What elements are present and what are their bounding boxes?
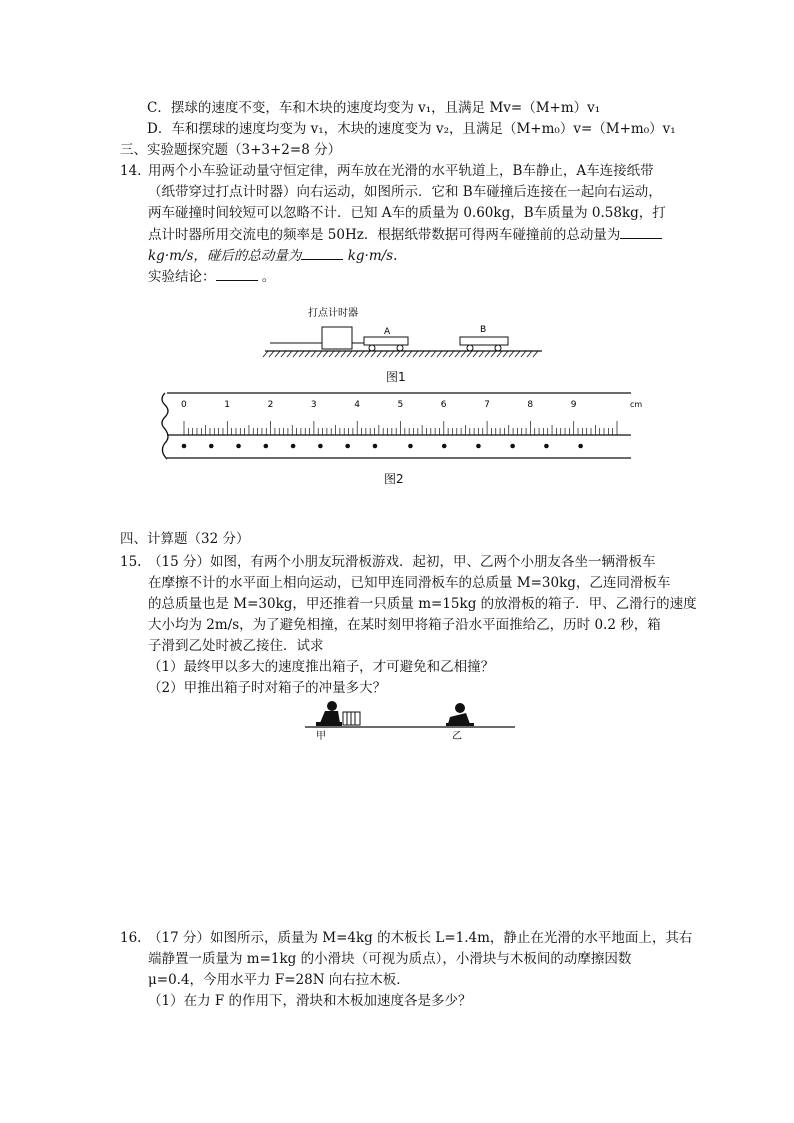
q14-line-6 <box>148 266 275 287</box>
ruler-ticks <box>181 400 642 435</box>
q15-line-3: 的总质量也是 M=30kg，甲还推着一只质量 m=15kg 的放滑板的箱子．甲、乙滑行的速度 <box>148 596 697 612</box>
hatch-line <box>383 351 388 357</box>
hatch-line <box>521 351 526 357</box>
hatch-line <box>335 351 340 357</box>
kid-yi-icon <box>446 703 474 726</box>
tape-dot <box>209 444 214 449</box>
tape-dot <box>182 444 187 449</box>
car-b-label: B <box>480 325 487 335</box>
q15-line-5: 子滑到乙处时被乙接住．试求 <box>148 638 324 654</box>
hatch-line <box>311 351 316 357</box>
hatch-line <box>407 351 412 357</box>
hatch-line <box>509 351 514 357</box>
ruler-tick-label: 1 <box>224 400 231 410</box>
q15-number: 15. <box>120 554 142 570</box>
kid-jia-icon <box>316 701 342 726</box>
hatch-line <box>395 351 400 357</box>
q16-line-2: 端静置一质量为 m=1kg 的小滑块（可视为质点），小滑块与木板间的动摩擦因数 <box>148 951 632 967</box>
car-a-wheel <box>397 345 403 351</box>
q14-line-2: （纸带穿过打点计时器）向右运动，如图所示．它和 B车碰撞后连接在一起向右运动， <box>148 184 662 200</box>
hatch-line <box>419 351 424 357</box>
hatch-line <box>389 351 394 357</box>
ruler-tick-label: 0 <box>181 400 187 410</box>
tape-dot <box>476 444 481 449</box>
hatch-line <box>491 351 496 357</box>
label-jia: 甲 <box>316 731 326 742</box>
q14-number: 14. <box>120 163 142 179</box>
hatch-line <box>473 351 478 357</box>
tape-dot <box>345 444 350 449</box>
ruler-tick-label: 7 <box>484 400 490 410</box>
torn-edge <box>162 393 168 459</box>
hatch-line <box>425 351 430 357</box>
hatch-line <box>305 351 310 357</box>
box-icon <box>343 712 360 725</box>
q14-unit-after: kg·m/s. <box>347 248 398 264</box>
hatch-line <box>317 351 322 357</box>
hatch-line <box>263 351 268 357</box>
timer-box <box>322 327 352 349</box>
car-b-body <box>460 337 508 345</box>
section-3-title: 三、实验题探究题（3+3+2=8 分） <box>120 142 342 158</box>
hatch-line <box>359 351 364 357</box>
q16-number: 16. <box>120 930 142 946</box>
tape-dot <box>408 444 413 449</box>
q14-line-1: 用两个小车验证动量守恒定律，两车放在光滑的水平轨道上，B车静止，A车连接纸带 <box>148 163 654 179</box>
figure-1-caption: 图1 <box>386 370 406 384</box>
hatch-line <box>485 351 490 357</box>
hatch-line <box>323 351 328 357</box>
section-4-title: 四、计算题（32 分） <box>120 531 250 547</box>
tape-dot <box>578 444 583 449</box>
tape-dot <box>318 444 323 449</box>
car-a-label: A <box>384 327 391 337</box>
q16-sub-1: （1）在力 F 的作用下，滑块和木板加速度各是多少？ <box>148 993 472 1009</box>
q16-line-3: μ=0.4，今用水平力 F=28N 向右拉木板． <box>148 972 410 988</box>
q14-line-4-text: 点计时器所用交流电的频率是 50Hz．根据纸带数据可得两车碰撞前的总动量为 <box>148 227 621 243</box>
q15-sub-1: （1）最终甲以多大的速度推出箱子，才可避免和乙相撞？ <box>148 659 495 675</box>
hatch-line <box>275 351 280 357</box>
q15-line-4: 大小均为 2m/s，为了避免相撞，在某时刻甲将箱子沿水平面推给乙，历时 0.2 秒，箱 <box>148 617 661 633</box>
momentum-before-blank[interactable] <box>620 224 662 239</box>
track-hatching <box>263 351 538 357</box>
label-yi: 乙 <box>452 731 462 742</box>
hatch-line <box>413 351 418 357</box>
hatch-line <box>497 351 502 357</box>
q13-option-d: D．车和摆球的速度均变为 v₁，木块的速度变为 v₂，且满足（M+m₀）v=（M+m₀）v₁ <box>147 121 676 137</box>
figure-2-ruler-tape <box>157 385 643 465</box>
hatch-line <box>371 351 376 357</box>
hatch-line <box>515 351 520 357</box>
tape-dot <box>373 444 378 449</box>
hatch-line <box>281 351 286 357</box>
ruler-tick-label: 3 <box>310 400 317 410</box>
ruler-tick-label: 2 <box>267 400 274 410</box>
q14-unit-before: kg·m/s，碰后的总动量为 <box>148 248 302 264</box>
hatch-line <box>455 351 460 357</box>
hatch-line <box>449 351 454 357</box>
tape-dot <box>442 444 447 449</box>
hatch-line <box>377 351 382 357</box>
hatch-line <box>269 351 274 357</box>
tape-dot <box>236 444 241 449</box>
tape-dot <box>291 444 296 449</box>
hatch-line <box>353 351 358 357</box>
q16-line-1: （17 分）如图所示，质量为 M=4kg 的木板长 L=1.4m，静止在光滑的水平地面上，其右 <box>148 930 693 946</box>
timer-label: 打点计时器 <box>308 308 358 319</box>
hatch-line <box>437 351 442 357</box>
hatch-line <box>503 351 508 357</box>
hatch-line <box>467 351 472 357</box>
ruler-tick-label: 5 <box>397 400 404 410</box>
ruler-tick-label: 9 <box>570 400 577 410</box>
hatch-line <box>329 351 334 357</box>
conclusion-label: 实验结论： <box>148 269 216 285</box>
car-b-wheel <box>495 345 501 351</box>
figure-1-carts <box>260 303 550 363</box>
hatch-line <box>365 351 370 357</box>
q15-sub-2: （2）甲推出箱子时对箱子的冲量多大？ <box>148 680 387 696</box>
ruler-tick-label: 6 <box>440 400 447 410</box>
q15-line-1: （15 分）如图，有两个小朋友玩滑板游戏．起初，甲、乙两个小朋友各坐一辆滑板车 <box>148 554 656 570</box>
hatch-line <box>443 351 448 357</box>
ruler-unit-label: cm <box>629 400 643 409</box>
hatch-line <box>479 351 484 357</box>
q14-line-3: 两车碰撞时间较短可以忽略不计．已知 A车的质量为 0.60kg，B车质量为 0.58kg，打 <box>148 205 666 221</box>
conclusion-end: 。 <box>261 269 276 285</box>
figure-2-caption: 图2 <box>384 472 404 486</box>
hatch-line <box>347 351 352 357</box>
tape-dots <box>182 444 583 449</box>
hatch-line <box>533 351 538 357</box>
hatch-line <box>461 351 466 357</box>
hatch-line <box>401 351 406 357</box>
ruler-tick-label: 8 <box>527 400 534 410</box>
car-b-wheel <box>467 345 473 351</box>
car-a-body <box>364 337 408 345</box>
car-a-wheel <box>369 345 375 351</box>
tape-dot <box>510 444 515 449</box>
hatch-line <box>431 351 436 357</box>
hatch-line <box>287 351 292 357</box>
tape-dot <box>544 444 549 449</box>
q14-line-5 <box>148 245 397 266</box>
momentum-after-blank[interactable] <box>301 245 343 260</box>
hatch-line <box>527 351 532 357</box>
hatch-line <box>299 351 304 357</box>
conclusion-blank[interactable] <box>216 266 258 281</box>
q13-option-c: C．摆球的速度不变，车和木块的速度均变为 v₁，且满足 Mv=（M+m）v₁ <box>147 100 601 116</box>
hatch-line <box>341 351 346 357</box>
q14-line-4 <box>148 224 662 245</box>
tape-dot <box>264 444 269 449</box>
q15-line-2: 在摩擦不计的水平面上相向运动，已知甲连同滑板车的总质量 M=30kg，乙连同滑板车 <box>148 575 671 591</box>
q15-figure-kids <box>300 695 520 741</box>
hatch-line <box>293 351 298 357</box>
ruler-tick-label: 4 <box>354 400 360 410</box>
